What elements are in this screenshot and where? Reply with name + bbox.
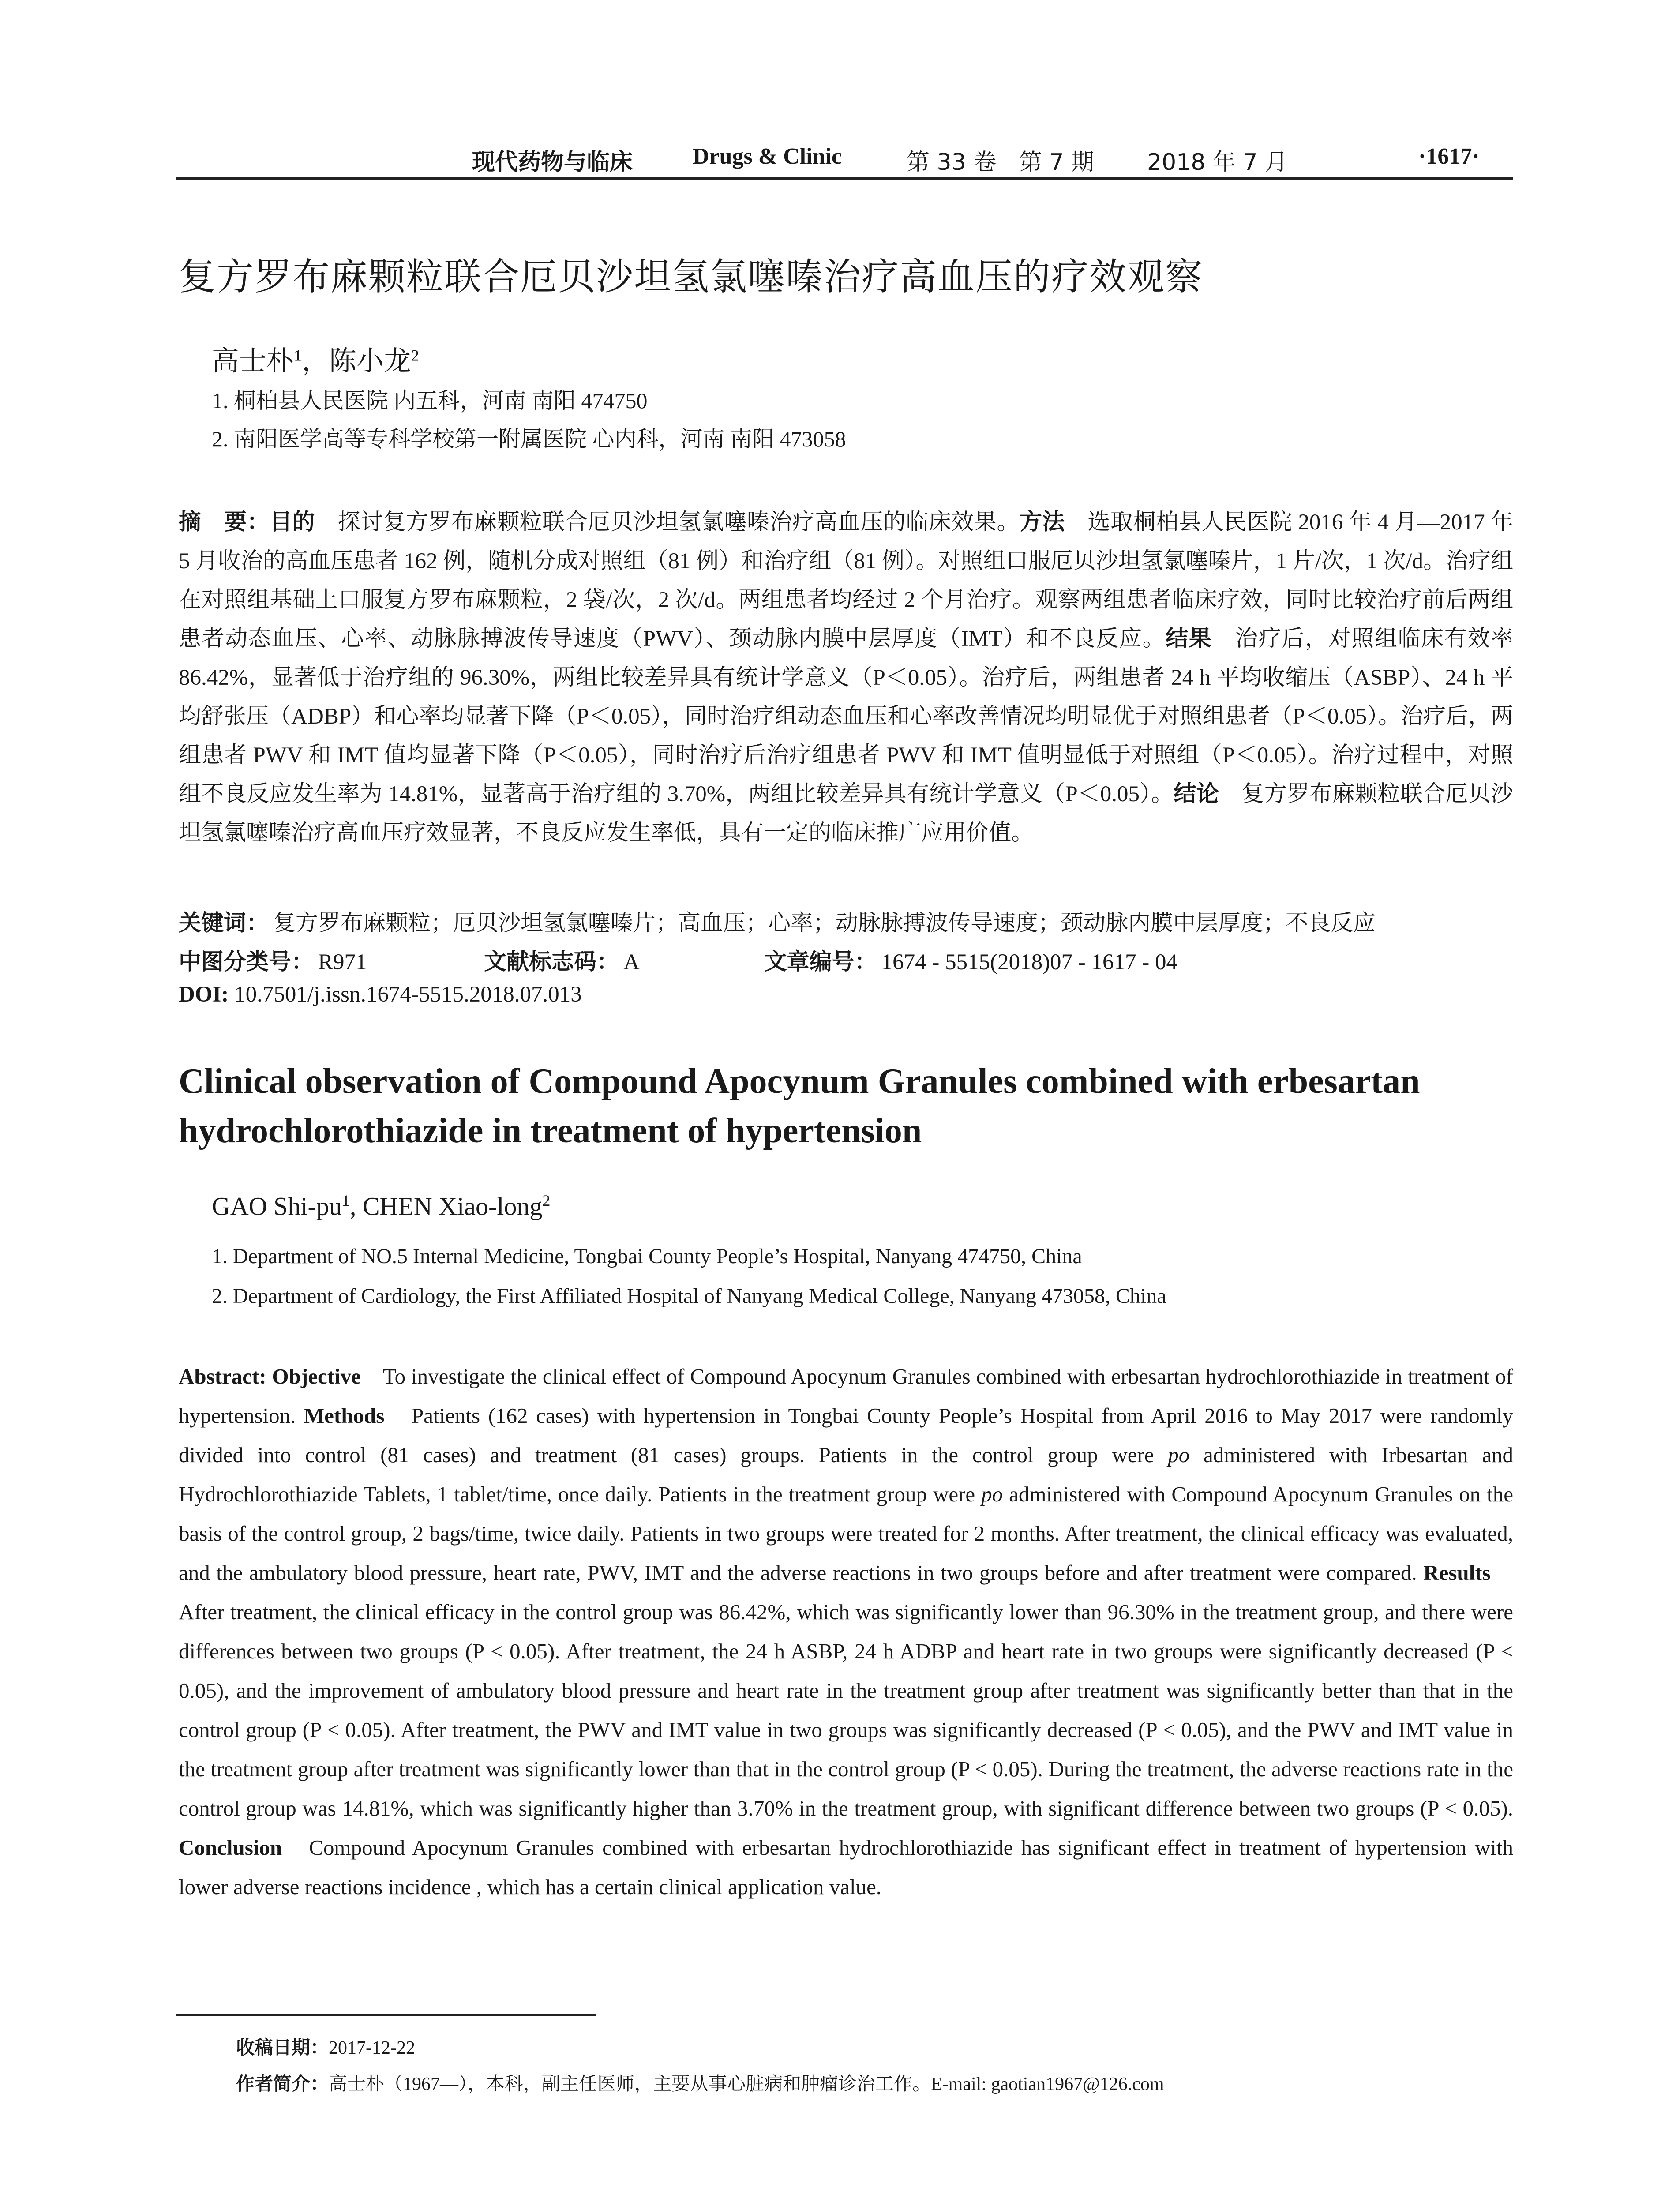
methods-label: Methods (304, 1403, 385, 1428)
received-label: 收稿日期： (236, 2037, 329, 2058)
affiliation-marker: 1 (341, 1192, 350, 1209)
methods-text: administered with Irbesartan and Hydrochlorothiazide Tablets, 1 tablet/time, once daily. Patients in the treatment group were (179, 1443, 1513, 1506)
objective-label: 目的 (270, 509, 315, 535)
objective-text: 探讨复方罗布麻颗粒联合厄贝沙坦氢氯噻嗪治疗高血压的临床效果。 (315, 510, 1020, 535)
author-separator: , (349, 1192, 363, 1221)
chinese-abstract (179, 503, 1513, 852)
chinese-title: 复方罗布麻颗粒联合厄贝沙坦氢氯噻嗪治疗高血压的疗效观察 (179, 255, 1204, 298)
running-header (176, 143, 1513, 176)
author-name: 高士朴 (212, 346, 294, 376)
author-name: CHEN Xiao-long (362, 1192, 543, 1221)
journal-name-en: Drugs & Clinic (693, 144, 842, 169)
affiliation-marker: 2 (411, 346, 420, 364)
po-term: po (981, 1482, 1003, 1506)
abstract-label: 摘 要： (179, 509, 270, 535)
author-name: 陈小龙 (329, 346, 412, 376)
doi-label: DOI: (179, 982, 229, 1007)
english-affiliation-2: 2. Department of Cardiology, the First Affiliated Hospital of Nanyang Medical College, Nanyang 473058, China (212, 1284, 1166, 1308)
header-rule (176, 177, 1513, 180)
methods-text: administered with Compound Apocynum Granules on the basis of the control group, 2 bags/time, twice daily. Patients in two groups were treated for 2 months. After treatment, the clinical efficacy was evaluated, and the ambulatory blood pressure, heart rate, PWV, IMT and the adverse reactions in two groups before and after treatment were compared. (179, 1482, 1513, 1585)
conclusion-text: 复方罗布麻颗粒联合厄贝沙坦氢氯噻嗪治疗高血压疗效显著，不良反应发生率低，具有一定的临床推广应用价值。 (179, 782, 1513, 845)
methods-text: 选取桐柏县人民医院 2016 年 4 月—2017 年 5 月收治的高血压患者 162 例，随机分成对照组（81 例）和治疗组（81 例）。对照组口服厄贝沙坦氢氯噻嗪片，1 片/次，1 次/d。治疗组在对照组基础上口服复方罗布麻颗粒，2 袋/次，2 次/d。两组患者均经过 2 个月治疗。观察两组患者临床疗效，同时比较治疗前后两组患者动态血压、心率、动脉脉搏波传导速度（PWV）、颈动脉内膜中层厚度（IMT）和不良反应。 (179, 510, 1513, 651)
author-bio-line (236, 2069, 1164, 2096)
results-label: 结果 (1166, 626, 1212, 652)
author-bio: 高士朴（1967—），本科，副主任医师，主要从事心脏病和肿瘤诊治工作。E-mail: gaotian1967@126.com (329, 2074, 1164, 2094)
english-title: Clinical observation of Compound Apocynum Granules combined with erbesartan hydrochlorothiazide in treatment of hypertension (179, 1062, 1420, 1150)
document-code-label: 文献标志码： (484, 949, 619, 975)
po-term: po (1168, 1443, 1190, 1467)
doi-line (179, 982, 582, 1007)
issue-date: 2018 年 7 月 (1147, 149, 1288, 176)
conclusion-label: Conclusion (179, 1835, 282, 1860)
issue: 第 7 期 (1019, 149, 1095, 176)
results-label: Results (1423, 1561, 1491, 1585)
conclusion-label: 结论 (1174, 781, 1219, 807)
footnote-rule (176, 2014, 596, 2016)
keywords: 复方罗布麻颗粒；厄贝沙坦氢氯噻嗪片；高血压；心率；动脉脉搏波传导速度；颈动脉内膜中层厚度；不良反应 (273, 911, 1376, 936)
english-authors (212, 1191, 550, 1221)
volume: 第 33 卷 (907, 149, 997, 176)
clc-number: R971 (318, 950, 367, 975)
objective-text: To investigate the clinical effect of Compound Apocynum Granules combined with erbesartan hydrochlorothiazide in treatment of hypertension. (179, 1364, 1514, 1428)
journal-name-cn: 现代药物与临床 (472, 149, 633, 176)
conclusion-text: Compound Apocynum Granules combined with erbesartan hydrochlorothiazide has significant effect in treatment of hypertension with lower adverse reactions incidence , which has a certain clinical application value. (179, 1835, 1513, 1899)
affiliation-marker: 2 (542, 1192, 551, 1209)
article-number-label: 文章编号： (764, 949, 877, 975)
chinese-authors (212, 339, 419, 378)
page-number: ·1617· (1418, 144, 1480, 169)
author-name: GAO Shi-pu (212, 1192, 342, 1221)
received-date-line (236, 2033, 415, 2060)
received-date: 2017-12-22 (329, 2038, 415, 2058)
abstract-objective-label: Abstract: Objective (179, 1364, 361, 1388)
chinese-affiliation-2: 2. 南阳医学高等专科学校第一附属医院 心内科，河南 南阳 473058 (212, 427, 846, 451)
english-abstract (179, 1357, 1513, 1906)
clc-label: 中图分类号： (179, 949, 314, 975)
results-text: After treatment, the clinical efficacy in the control group was 86.42%, which was significantly lower than 96.30% in the treatment group, and there were differences between two groups (P < 0.05). After treatment, the 24 h ASBP, 24 h ADBP and heart rate in two groups were significantly decreased (P < 0.05), and the improvement of ambulatory blood pressure and heart rate in the treatment group after treatment was significantly better than that in the control group (P < 0.05). After treatment, the PWV and IMT value in two groups was significantly decreased (P < 0.05), and the PWV and IMT value in the treatment group after treatment was significantly lower than that in the control group (P < 0.05). During the treatment, the adverse reactions rate in the control group was 14.81%, which was significantly higher than 3.70% in the treatment group, with significant difference between two groups (P < 0.05). (179, 1561, 1513, 1820)
doi-link[interactable]: 10.7501/j.issn.1674-5515.2018.07.013 (229, 982, 582, 1007)
methods-text: Patients (162 cases) with hypertension in Tongbai County People’s Hospital from April 2016 to May 2017 were randomly divided into control (81 cases) and treatment (81 cases) groups. Patients in the control group were (179, 1403, 1513, 1467)
results-text: 治疗后，对照组临床有效率 86.42%，显著低于治疗组的 96.30%，两组比较差异具有统计学意义（P＜0.05）。治疗后，两组患者 24 h 平均收缩压（ASBP）、24 h 平均舒张压（ADBP）和心率均显著下降（P＜0.05），同时治疗组动态血压和心率改善情况均明显优于对照组患者（P＜0.05）。治疗后，两组患者 PWV 和 IMT 值均显著下降（P＜0.05），同时治疗后治疗组患者 PWV 和 IMT 值明显低于对照组（P＜0.05）。治疗过程中，对照组不良反应发生率为 14.81%，显著高于治疗组的 3.70%，两组比较差异具有统计学意义（P＜0.05）。 (179, 627, 1513, 807)
classification-line (179, 943, 1178, 976)
english-affiliation-1: 1. Department of NO.5 Internal Medicine, Tongbai County People’s Hospital, Nanyang 474750, China (212, 1245, 1082, 1268)
document-code: A (623, 950, 639, 975)
author-bio-label: 作者简介： (236, 2073, 329, 2094)
keywords-label: 关键词： (179, 910, 269, 936)
article-number: 1674 - 5515(2018)07 - 1617 - 04 (881, 950, 1178, 975)
author-separator: ， (302, 346, 330, 376)
affiliation-marker: 1 (294, 346, 302, 364)
methods-label: 方法 (1019, 509, 1065, 535)
chinese-affiliation-1: 1. 桐柏县人民医院 内五科，河南 南阳 474750 (212, 388, 648, 413)
keywords-line (179, 904, 1376, 937)
